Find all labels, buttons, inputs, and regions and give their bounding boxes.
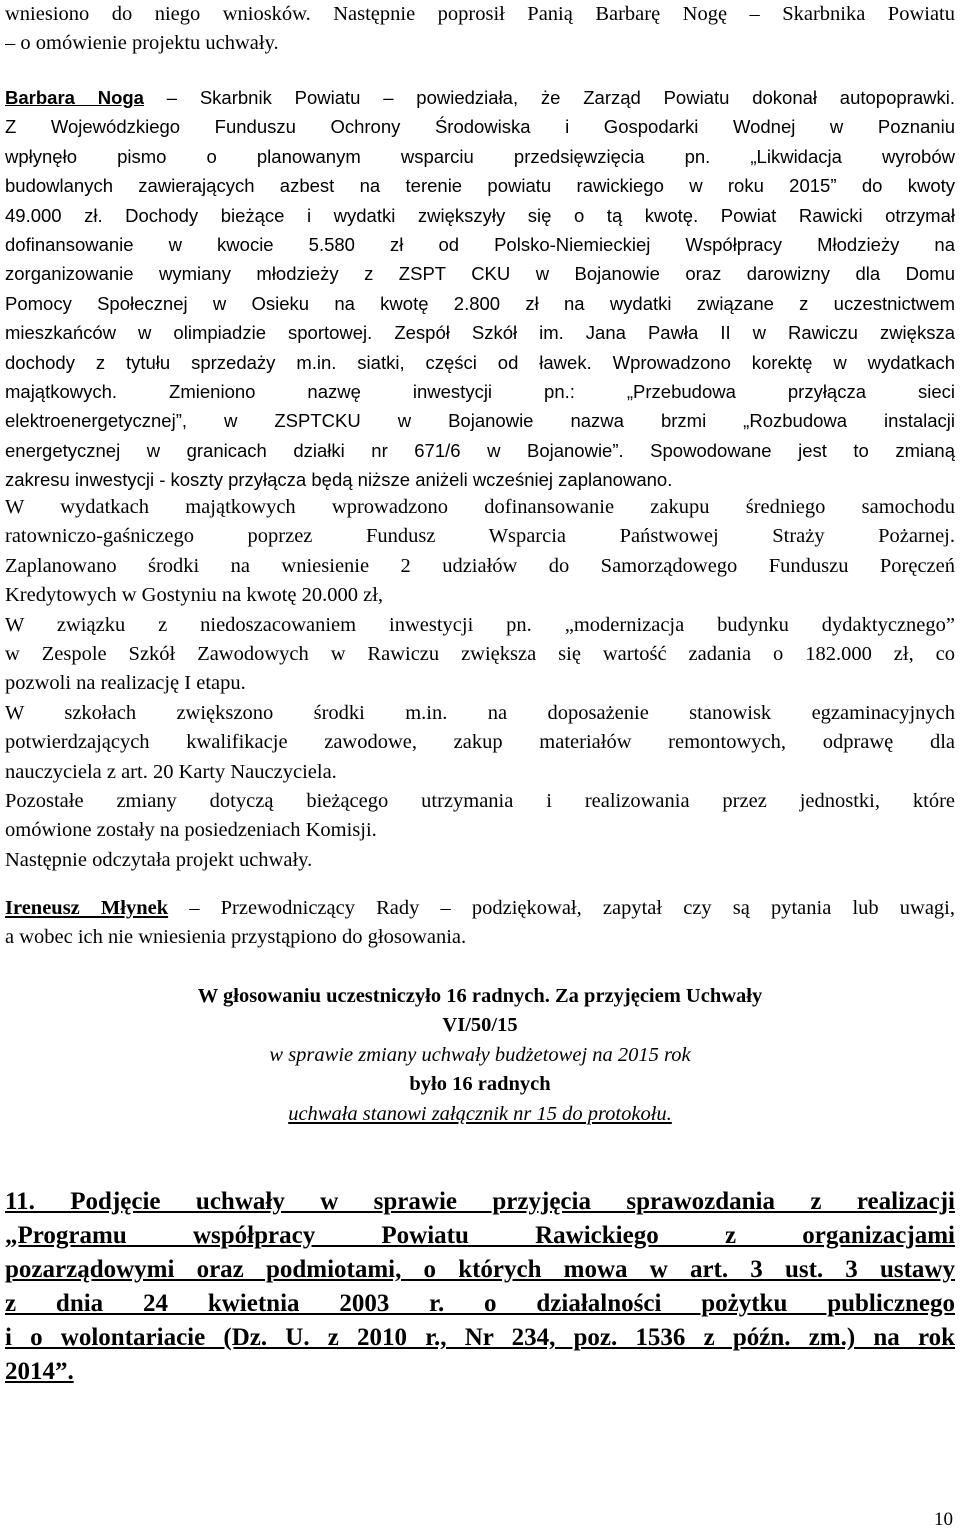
text-line: Następnie odczytała projekt uchwały. xyxy=(5,848,313,871)
text-line: mieszkańców w olimpiadzie sportowej. Zespół Szkół im. Jana Pawła II w Rawiczu zwiększa xyxy=(5,322,955,344)
speaker-role: – Skarbnik Powiatu – powiedziała, że Zarząd Powiatu dokonał autopoprawki. xyxy=(143,87,955,108)
text-line xyxy=(5,83,955,112)
heading-line: „Programu współpracy Powiatu Rawickiego z organizacjami xyxy=(5,1222,955,1249)
text-line: ratowniczo-gaśniczego poprzez Fundusz Wsparcia Państwowej Straży Pożarnej. xyxy=(5,525,955,548)
attachment-note: uchwała stanowi załącznik nr 15 do protokołu. xyxy=(288,1102,672,1125)
text-line: Pomocy Społecznej w Osieku na kwotę 2.800 zł na wydatki związane z uczestnictwem xyxy=(5,292,955,314)
heading-line: z dnia 24 kwietnia 2003 r. o działalności pożytku publicznego xyxy=(5,1290,955,1317)
text-line: potwierdzających kwalifikacje zawodowe, zakup materiałów remontowych, odprawę dla xyxy=(5,731,955,754)
text-line: Pozostałe zmiany dotyczą bieżącego utrzymania i realizowania przez jednostki, które xyxy=(5,789,955,812)
resolution-title: w sprawie zmiany uchwały budżetowej na 2015 rok xyxy=(269,1043,691,1066)
text-line: wpłynęło pismo o planowanym wsparciu przedsięwzięcia pn. „Likwidacja wyrobów xyxy=(5,145,955,167)
intro-paragraph xyxy=(5,0,955,59)
text-line: dochody z tytułu sprzedaży m.in. siatki, części od ławek. Wprowadzono korektę w wydatkach xyxy=(5,351,955,373)
speaker-name: Ireneusz Młynek xyxy=(5,897,169,919)
text-line: zakresu inwestycji - koszty przyłącza będą niższe aniżeli wcześniej zaplanowano. xyxy=(5,469,673,491)
heading-line: 11. Podjęcie uchwały w sprawie przyjęcia sprawozdania z realizacji xyxy=(5,1188,955,1215)
text-line: wniesiono do niego wniosków. Następnie poprosił Panią Barbarę Nogę – Skarbnika Powiatu xyxy=(5,3,955,25)
text-line: nauczyciela z art. 20 Karty Nauczyciela. xyxy=(5,760,337,783)
noga-paragraph-serif xyxy=(5,493,955,875)
text-line: 49.000 zł. Dochody bieżące i wydatki zwiększyły się o tą kwotę. Powiat Rawicki otrzymał xyxy=(5,204,955,226)
text-line: a wobec ich nie wniesienia przystąpiono do głosowania. xyxy=(5,926,467,949)
text-line: majątkowych. Zmieniono nazwę inwestycji pn.: „Przebudowa przyłącza sieci xyxy=(5,380,955,402)
text-line: Kredytowych w Gostyniu na kwotę 20.000 zł, xyxy=(5,584,384,607)
text-line: W związku z niedoszacowaniem inwestycji pn. „modernizacja budynku dydaktycznego” xyxy=(5,613,955,636)
text-line: Z Wojewódzkiego Funduszu Ochrony Środowiska i Gospodarki Wodnej w Poznaniu xyxy=(5,116,955,138)
heading-line: 2014”. xyxy=(5,1358,74,1385)
vote-result xyxy=(5,982,955,1129)
text-line: zorganizowanie wymiany młodzieży z ZSPT CKU w Bojanowie oraz darowizny dla Domu xyxy=(5,263,955,285)
section-heading xyxy=(5,1185,955,1389)
speaker-role: – Przewodniczący Rady – podziękował, zapytał czy są pytania lub uwagi, xyxy=(168,897,955,919)
text-line xyxy=(5,894,955,923)
text-line: Zaplanowano środki na wniesienie 2 udziałów do Samorządowego Funduszu Poręczeń xyxy=(5,554,955,577)
speaker-name: Barbara Noga xyxy=(5,87,144,108)
vote-line: W głosowaniu uczestniczyło 16 radnych. Za przyjęciem Uchwały xyxy=(197,985,763,1007)
text-line: budowlanych zawierających azbest na terenie powiatu rawickiego w roku 2015” do kwoty xyxy=(5,175,955,197)
text-line: w Zespole Szkół Zawodowych w Rawiczu zwiększa się wartość zadania o 182.000 zł, co xyxy=(5,642,955,665)
text-line: W szkołach zwiększono środki m.in. na doposażenie stanowisk egzaminacyjnych xyxy=(5,701,955,724)
heading-line: i o wolontariacie (Dz. U. z 2010 r., Nr 234, poz. 1536 z późn. zm.) na rok xyxy=(5,1324,955,1351)
text-line: elektroenergetycznej”, w ZSPTCKU w Bojanowie nazwa brzmi „Rozbudowa instalacji xyxy=(5,410,955,432)
noga-paragraph xyxy=(5,83,955,112)
mlynek-paragraph xyxy=(5,894,955,953)
text-line: dofinansowanie w kwocie 5.580 zł od Polsko-Niemieckiej Współpracy Młodzieży na xyxy=(5,233,955,255)
vote-count: było 16 radnych xyxy=(409,1073,551,1096)
page-number: 10 xyxy=(934,1509,953,1530)
text-line: W wydatkach majątkowych wprowadzono dofinansowanie zakupu średniego samochodu xyxy=(5,496,955,518)
text-line: omówione zostały na posiedzeniach Komisji. xyxy=(5,819,377,842)
text-line: pozwoli na realizację I etapu. xyxy=(5,672,246,695)
noga-paragraph-body xyxy=(5,112,955,494)
resolution-number: VI/50/15 xyxy=(442,1014,518,1037)
heading-line: pozarządowymi oraz podmiotami, o których mowa w art. 3 ust. 3 ustawy xyxy=(5,1256,955,1283)
text-line: energetycznej w granicach działki nr 671/6 w Bojanowie”. Spowodowane jest to zmianą xyxy=(5,439,955,461)
text-line: – o omówienie projektu uchwały. xyxy=(5,32,279,55)
